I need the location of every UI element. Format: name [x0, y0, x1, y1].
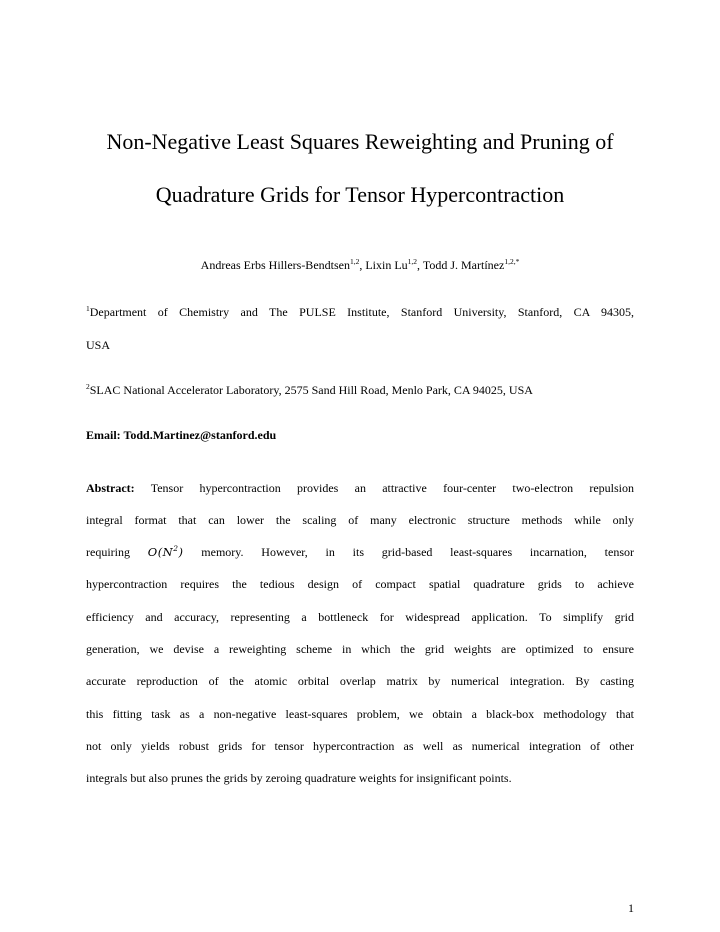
abstract-line: efficiency and accuracy, representing a bottleneck for widespread application. To simplify grid: [86, 610, 634, 624]
abstract-line: [86, 544, 634, 562]
affiliation-text: SLAC National Accelerator Laboratory, 2575 Sand Hill Road, Menlo Park, CA 94025, USA: [89, 383, 533, 397]
title-line-1: Non-Negative Least Squares Reweighting and Pruning of: [106, 129, 614, 154]
author-affiliation-mark: 1,2,*: [504, 257, 520, 266]
abstract-line: not only yields robust grids for tensor hypercontraction as well as numerical integration of other: [86, 739, 634, 753]
math-close: ): [178, 545, 184, 559]
abstract-text: memory. However, in its grid-based least-squares incarnation, tensor: [183, 545, 634, 559]
affiliation-1-continued: USA: [86, 338, 111, 352]
author-name: Lixin Lu: [365, 258, 408, 272]
math-exponent: 2: [173, 544, 179, 553]
math-base: O(N: [147, 545, 174, 559]
abstract-line: integral format that can lower the scaling of many electronic structure methods while only: [86, 513, 634, 527]
abstract-line: accurate reproduction of the atomic orbital overlap matrix by numerical integration. By casting: [86, 674, 634, 688]
affiliation-2: [86, 382, 634, 400]
abstract-line: [86, 480, 634, 496]
abstract-text: requiring: [86, 545, 148, 559]
abstract-line: integrals but also prunes the grids by zeroing quadrature weights for insignificant points.: [86, 771, 512, 785]
author-name: Todd J. Martínez: [422, 258, 505, 272]
author-list: [0, 257, 720, 275]
author-separator: ,: [417, 258, 423, 272]
author-name: Andreas Erbs Hillers-Bendtsen: [200, 258, 350, 272]
affiliation-1: [86, 304, 634, 322]
abstract-line: generation, we devise a reweighting scheme in which the grid weights are optimized to ensure: [86, 642, 634, 656]
math-expression: [148, 545, 184, 559]
author-separator: ,: [359, 258, 366, 272]
author-affiliation-mark: 1,2: [349, 257, 360, 266]
abstract-label: Abstract:: [86, 481, 135, 495]
corresponding-email: Email: Todd.Martinez@stanford.edu: [86, 428, 277, 442]
abstract-line: this fitting task as a non-negative least-squares problem, we obtain a black-box methodology that: [86, 707, 634, 721]
affiliation-text: Department of Chemistry and The PULSE Institute, Stanford University, Stanford, CA 94305,: [89, 305, 634, 319]
page-number: 1: [628, 901, 634, 915]
abstract-text: Tensor hypercontraction provides an attractive four-center two-electron repulsion: [134, 481, 634, 495]
author-affiliation-mark: 1,2: [407, 257, 418, 266]
affiliation-mark: 2: [86, 382, 90, 391]
title-line-2: Quadrature Grids for Tensor Hypercontraction: [155, 182, 565, 207]
affiliation-mark: 1: [86, 304, 90, 313]
abstract-line: hypercontraction requires the tedious design of compact spatial quadrature grids to achieve: [86, 577, 634, 591]
